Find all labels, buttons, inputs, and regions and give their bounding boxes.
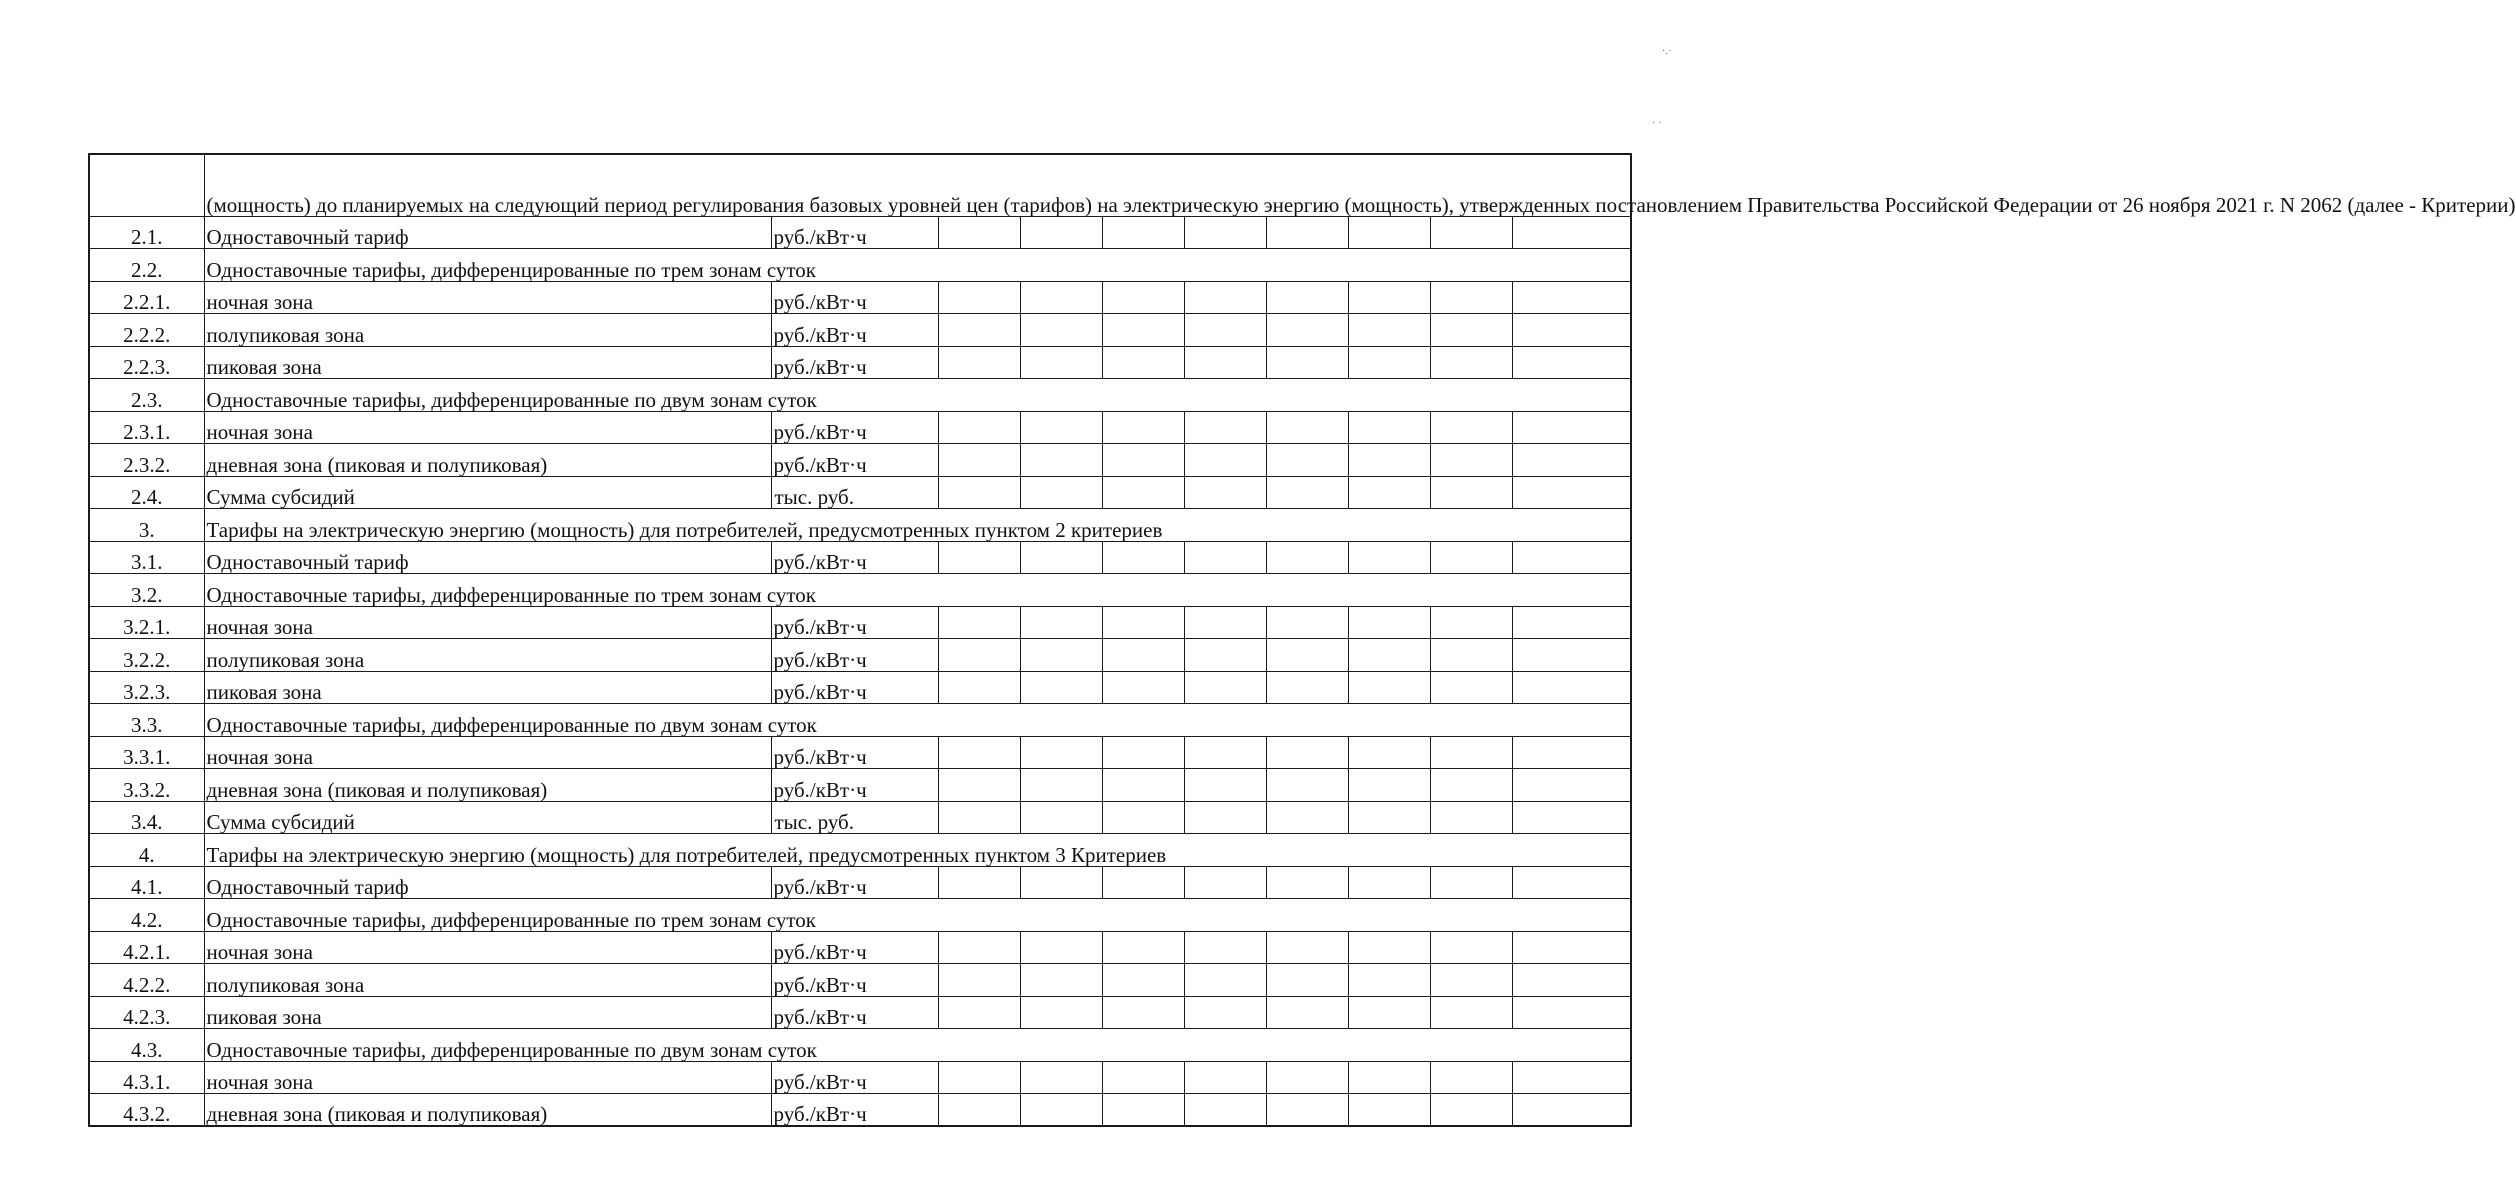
row-label: пиковая зона: [204, 346, 771, 379]
value-cell: [1430, 346, 1512, 379]
value-cell: [1184, 866, 1266, 899]
value-cell: [1184, 314, 1266, 347]
value-cell: [1512, 1061, 1631, 1094]
value-cell: [1102, 476, 1184, 509]
section-title: Одноставочные тарифы, дифференцированные по трем зонам суток: [204, 249, 1631, 282]
value-cell: [1512, 1094, 1631, 1127]
table-row: [89, 639, 1631, 672]
value-cell: [1512, 606, 1631, 639]
value-cell: [1266, 476, 1348, 509]
table-row: [89, 541, 1631, 574]
value-cell: [1102, 281, 1184, 314]
value-cell: [938, 281, 1020, 314]
value-cell: [1184, 736, 1266, 769]
value-cell: [1512, 736, 1631, 769]
table-row: [89, 801, 1631, 834]
unit-cell: руб./кВт·ч: [771, 1094, 938, 1127]
table-row: [89, 931, 1631, 964]
value-cell: [1348, 769, 1430, 802]
value-cell: [1512, 216, 1631, 249]
unit-cell: руб./кВт·ч: [771, 444, 938, 477]
value-cell: [938, 346, 1020, 379]
value-cell: [1430, 216, 1512, 249]
row-number: 3.2.3.: [89, 671, 204, 704]
value-cell: [938, 476, 1020, 509]
row-label: полупиковая зона: [204, 639, 771, 672]
value-cell: [1020, 606, 1102, 639]
value-cell: [938, 606, 1020, 639]
unit-cell: руб./кВт·ч: [771, 866, 938, 899]
value-cell: [1266, 996, 1348, 1029]
table-row: [89, 216, 1631, 249]
value-cell: [938, 866, 1020, 899]
row-label: полупиковая зона: [204, 964, 771, 997]
row-number: 4.1.: [89, 866, 204, 899]
value-cell: [1348, 671, 1430, 704]
value-cell: [1348, 866, 1430, 899]
row-number: 2.3.2.: [89, 444, 204, 477]
value-cell: [938, 736, 1020, 769]
value-cell: [1430, 476, 1512, 509]
unit-cell: руб./кВт·ч: [771, 769, 938, 802]
value-cell: [1430, 281, 1512, 314]
value-cell: [1020, 639, 1102, 672]
table-row: [89, 1061, 1631, 1094]
value-cell: [1184, 931, 1266, 964]
value-cell: [1266, 444, 1348, 477]
value-cell: [938, 769, 1020, 802]
unit-cell: руб./кВт·ч: [771, 216, 938, 249]
value-cell: [1266, 639, 1348, 672]
value-cell: [1102, 769, 1184, 802]
table-row: [89, 996, 1631, 1029]
value-cell: [1184, 444, 1266, 477]
value-cell: [938, 671, 1020, 704]
value-cell: [1266, 801, 1348, 834]
value-cell: [1348, 736, 1430, 769]
value-cell: [1102, 541, 1184, 574]
row-number: 3.2.1.: [89, 606, 204, 639]
value-cell: [1102, 411, 1184, 444]
value-cell: [938, 314, 1020, 347]
value-cell: [1102, 866, 1184, 899]
value-cell: [1184, 606, 1266, 639]
row-number: 4.2.1.: [89, 931, 204, 964]
row-number: 2.2.1.: [89, 281, 204, 314]
value-cell: [1348, 931, 1430, 964]
tariff-table: [88, 153, 2516, 1127]
value-cell: [1184, 1061, 1266, 1094]
value-cell: [1266, 216, 1348, 249]
value-cell: [938, 1061, 1020, 1094]
row-number: 2.1.: [89, 216, 204, 249]
value-cell: [1020, 996, 1102, 1029]
value-cell: [1348, 1061, 1430, 1094]
section-row: [89, 704, 1631, 737]
value-cell: [1512, 964, 1631, 997]
value-cell: [1184, 541, 1266, 574]
row-label: пиковая зона: [204, 671, 771, 704]
value-cell: [1266, 346, 1348, 379]
unit-cell: руб./кВт·ч: [771, 541, 938, 574]
value-cell: [1020, 931, 1102, 964]
row-label: Сумма субсидий: [204, 801, 771, 834]
value-cell: [1512, 931, 1631, 964]
value-cell: [1102, 1061, 1184, 1094]
row-label: дневная зона (пиковая и полупиковая): [204, 1094, 771, 1127]
value-cell: [1430, 639, 1512, 672]
value-cell: [1020, 964, 1102, 997]
value-cell: [1184, 1094, 1266, 1127]
value-cell: [1266, 671, 1348, 704]
table-row: [89, 314, 1631, 347]
unit-cell: руб./кВт·ч: [771, 346, 938, 379]
value-cell: [1512, 476, 1631, 509]
value-cell: [1348, 1094, 1430, 1127]
value-cell: [1020, 801, 1102, 834]
value-cell: [1430, 964, 1512, 997]
row-label: пиковая зона: [204, 996, 771, 1029]
value-cell: [1512, 346, 1631, 379]
value-cell: [1102, 216, 1184, 249]
value-cell: [1102, 606, 1184, 639]
unit-cell: руб./кВт·ч: [771, 606, 938, 639]
value-cell: [1430, 1094, 1512, 1127]
value-cell: [1430, 801, 1512, 834]
value-cell: [1430, 314, 1512, 347]
section-row: [89, 249, 1631, 282]
row-number: 3.4.: [89, 801, 204, 834]
row-number: 4.2.2.: [89, 964, 204, 997]
value-cell: [1020, 281, 1102, 314]
section-title: Одноставочные тарифы, дифференцированные по двум зонам суток: [204, 704, 1631, 737]
value-cell: [1266, 606, 1348, 639]
value-cell: [1348, 216, 1430, 249]
unit-cell: руб./кВт·ч: [771, 411, 938, 444]
value-cell: [1348, 281, 1430, 314]
value-cell: [1266, 281, 1348, 314]
row-number: 2.2.3.: [89, 346, 204, 379]
table-row: [89, 964, 1631, 997]
row-label: полупиковая зона: [204, 314, 771, 347]
value-cell: [1266, 866, 1348, 899]
row-label: дневная зона (пиковая и полупиковая): [204, 769, 771, 802]
unit-cell: руб./кВт·ч: [771, 736, 938, 769]
value-cell: [1430, 931, 1512, 964]
row-number: 4.3.: [89, 1029, 204, 1062]
value-cell: [1348, 541, 1430, 574]
table-row: [89, 1094, 1631, 1127]
table-row: [89, 671, 1631, 704]
unit-cell: руб./кВт·ч: [771, 931, 938, 964]
scan-speck: · ·: [1652, 118, 1662, 129]
value-cell: [1184, 801, 1266, 834]
section-title: Одноставочные тарифы, дифференцированные по трем зонам суток: [204, 899, 1631, 932]
table-row: [89, 769, 1631, 802]
unit-cell: руб./кВт·ч: [771, 639, 938, 672]
row-label: ночная зона: [204, 736, 771, 769]
section-row: [89, 1029, 1631, 1062]
section-row: [89, 379, 1631, 412]
value-cell: [938, 1094, 1020, 1127]
value-cell: [1102, 444, 1184, 477]
value-cell: [1348, 964, 1430, 997]
value-cell: [1102, 931, 1184, 964]
value-cell: [1512, 671, 1631, 704]
row-number: 2.3.: [89, 379, 204, 412]
value-cell: [1020, 541, 1102, 574]
value-cell: [1184, 769, 1266, 802]
value-cell: [1266, 1061, 1348, 1094]
value-cell: [1348, 314, 1430, 347]
value-cell: [1512, 801, 1631, 834]
value-cell: [1102, 671, 1184, 704]
value-cell: [1430, 769, 1512, 802]
row-number: 2.2.: [89, 249, 204, 282]
value-cell: [1348, 444, 1430, 477]
row-number: 2.4.: [89, 476, 204, 509]
value-cell: [1020, 444, 1102, 477]
value-cell: [1348, 346, 1430, 379]
row-number: 4.2.: [89, 899, 204, 932]
unit-cell: руб./кВт·ч: [771, 671, 938, 704]
row-label: ночная зона: [204, 411, 771, 444]
value-cell: [1266, 541, 1348, 574]
value-cell: [1184, 476, 1266, 509]
row-number: 3.3.1.: [89, 736, 204, 769]
value-cell: [1266, 411, 1348, 444]
value-cell: [1102, 996, 1184, 1029]
value-cell: [1020, 866, 1102, 899]
section-title: Одноставочные тарифы, дифференцированные по трем зонам суток: [204, 574, 1631, 607]
value-cell: [1102, 801, 1184, 834]
value-cell: [1512, 411, 1631, 444]
section-title: Тарифы на электрическую энергию (мощность) для потребителей, предусмотренных пунктом 3 Критериев: [204, 834, 1631, 867]
value-cell: [1184, 671, 1266, 704]
value-cell: [1430, 411, 1512, 444]
value-cell: [1020, 1094, 1102, 1127]
section-row: [89, 509, 1631, 542]
unit-cell: руб./кВт·ч: [771, 964, 938, 997]
value-cell: [1348, 476, 1430, 509]
value-cell: [1184, 281, 1266, 314]
row-number: 4.3.2.: [89, 1094, 204, 1127]
row-label: ночная зона: [204, 1061, 771, 1094]
row-number: 4.2.3.: [89, 996, 204, 1029]
section-title: Одноставочные тарифы, дифференцированные по двум зонам суток: [204, 1029, 1631, 1062]
section-title: Одноставочные тарифы, дифференцированные по двум зонам суток: [204, 379, 1631, 412]
row-number: 3.3.: [89, 704, 204, 737]
value-cell: [938, 444, 1020, 477]
table-header-row: [89, 154, 1631, 216]
value-cell: [1430, 606, 1512, 639]
value-cell: [1512, 769, 1631, 802]
value-cell: [1184, 996, 1266, 1029]
value-cell: [1184, 411, 1266, 444]
value-cell: [1184, 639, 1266, 672]
value-cell: [1430, 671, 1512, 704]
row-number: 4.3.1.: [89, 1061, 204, 1094]
value-cell: [1184, 964, 1266, 997]
value-cell: [938, 964, 1020, 997]
row-number: 3.3.2.: [89, 769, 204, 802]
value-cell: [1512, 541, 1631, 574]
value-cell: [1348, 996, 1430, 1029]
unit-cell: тыс. руб.: [771, 801, 938, 834]
table-row: [89, 736, 1631, 769]
unit-cell: руб./кВт·ч: [771, 281, 938, 314]
value-cell: [1430, 444, 1512, 477]
row-number: 2.2.2.: [89, 314, 204, 347]
value-cell: [1020, 216, 1102, 249]
row-label: дневная зона (пиковая и полупиковая): [204, 444, 771, 477]
value-cell: [1102, 736, 1184, 769]
value-cell: [1102, 346, 1184, 379]
value-cell: [1020, 314, 1102, 347]
value-cell: [938, 931, 1020, 964]
value-cell: [1020, 411, 1102, 444]
value-cell: [938, 216, 1020, 249]
scan-speck: ·.·: [1662, 46, 1672, 57]
value-cell: [1348, 639, 1430, 672]
table-row: [89, 866, 1631, 899]
value-cell: [1266, 769, 1348, 802]
row-label: ночная зона: [204, 281, 771, 314]
value-cell: [1348, 801, 1430, 834]
value-cell: [1512, 639, 1631, 672]
section-row: [89, 899, 1631, 932]
section-row: [89, 834, 1631, 867]
section-title: Тарифы на электрическую энергию (мощность) для потребителей, предусмотренных пунктом 2 критериев: [204, 509, 1631, 542]
value-cell: [1512, 314, 1631, 347]
value-cell: [1102, 964, 1184, 997]
value-cell: [1266, 1094, 1348, 1127]
value-cell: [1102, 1094, 1184, 1127]
value-cell: [938, 411, 1020, 444]
value-cell: [1102, 639, 1184, 672]
value-cell: [1512, 866, 1631, 899]
table-row: [89, 411, 1631, 444]
value-cell: [1348, 606, 1430, 639]
value-cell: [938, 996, 1020, 1029]
table-row: [89, 444, 1631, 477]
header-text: (мощность) до планируемых на следующий период регулирования базовых уровней цен (тарифов) на электрическую энергию (мощность), утвержденных постановлением Правительства Российской Федерации от 26 ноября 2021 г. N 2062 (далее - Критерии): [204, 154, 1631, 216]
value-cell: [1512, 281, 1631, 314]
value-cell: [1348, 411, 1430, 444]
table-row: [89, 281, 1631, 314]
value-cell: [1430, 866, 1512, 899]
value-cell: [1020, 1061, 1102, 1094]
value-cell: [1512, 996, 1631, 1029]
section-row: [89, 574, 1631, 607]
value-cell: [1266, 931, 1348, 964]
value-cell: [1184, 216, 1266, 249]
value-cell: [1266, 964, 1348, 997]
value-cell: [938, 639, 1020, 672]
header-num-cell: [89, 154, 204, 216]
value-cell: [1430, 736, 1512, 769]
value-cell: [938, 801, 1020, 834]
value-cell: [1430, 996, 1512, 1029]
value-cell: [1430, 541, 1512, 574]
row-number: 4.: [89, 834, 204, 867]
unit-cell: руб./кВт·ч: [771, 314, 938, 347]
value-cell: [1512, 444, 1631, 477]
value-cell: [1020, 476, 1102, 509]
row-label: Одноставочный тариф: [204, 541, 771, 574]
row-label: Одноставочный тариф: [204, 866, 771, 899]
row-label: Одноставочный тариф: [204, 216, 771, 249]
row-label: ночная зона: [204, 931, 771, 964]
value-cell: [1266, 736, 1348, 769]
value-cell: [1020, 736, 1102, 769]
value-cell: [1184, 346, 1266, 379]
row-number: 3.2.: [89, 574, 204, 607]
table-row: [89, 346, 1631, 379]
value-cell: [1020, 671, 1102, 704]
unit-cell: руб./кВт·ч: [771, 996, 938, 1029]
unit-cell: тыс. руб.: [771, 476, 938, 509]
row-number: 2.3.1.: [89, 411, 204, 444]
value-cell: [1020, 346, 1102, 379]
value-cell: [1020, 769, 1102, 802]
table-row: [89, 476, 1631, 509]
row-label: Сумма субсидий: [204, 476, 771, 509]
row-label: ночная зона: [204, 606, 771, 639]
value-cell: [1266, 314, 1348, 347]
row-number: 3.2.2.: [89, 639, 204, 672]
row-number: 3.: [89, 509, 204, 542]
row-number: 3.1.: [89, 541, 204, 574]
value-cell: [1102, 314, 1184, 347]
value-cell: [938, 541, 1020, 574]
unit-cell: руб./кВт·ч: [771, 1061, 938, 1094]
table-row: [89, 606, 1631, 639]
value-cell: [1430, 1061, 1512, 1094]
